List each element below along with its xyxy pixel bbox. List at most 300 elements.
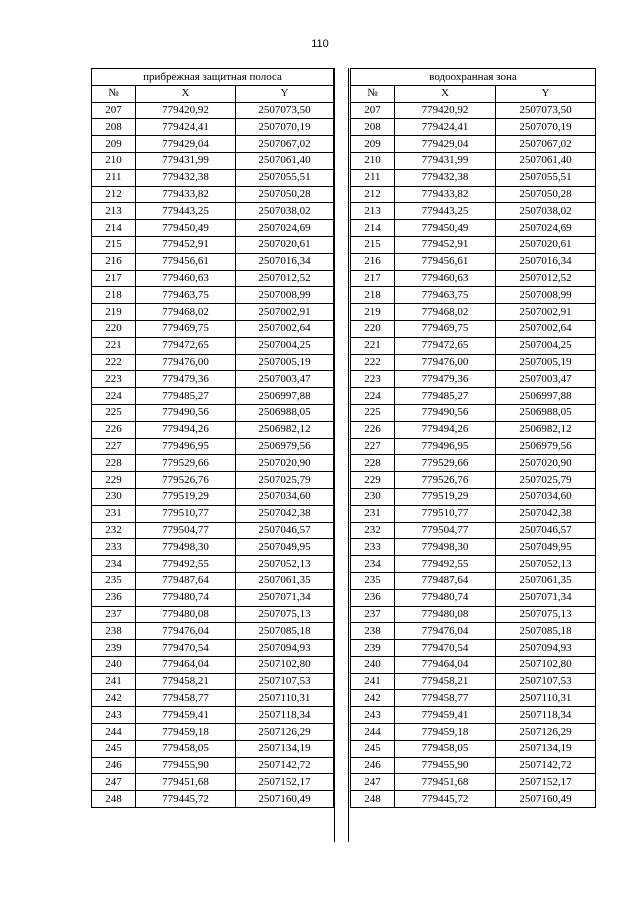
y-coordinate-cell: 2507008,99 xyxy=(236,287,334,304)
table-row xyxy=(351,522,596,539)
x-coordinate-cell: 779420,92 xyxy=(136,102,236,119)
x-coordinate-cell: 779485,27 xyxy=(395,388,496,405)
table-row xyxy=(92,472,334,489)
y-coordinate-cell: 2507038,02 xyxy=(236,203,334,220)
point-number-cell: 217 xyxy=(351,270,395,287)
y-coordinate-cell: 2507002,64 xyxy=(496,320,596,337)
point-number-cell: 230 xyxy=(92,488,136,505)
column-header-y: Y xyxy=(496,85,596,102)
x-coordinate-cell: 779456,61 xyxy=(395,253,496,270)
y-coordinate-cell: 2507142,72 xyxy=(496,757,596,774)
point-number-cell: 208 xyxy=(351,119,395,136)
point-number-cell: 245 xyxy=(92,740,136,757)
y-coordinate-cell: 2507055,51 xyxy=(236,169,334,186)
y-coordinate-cell: 2506988,05 xyxy=(236,404,334,421)
y-coordinate-cell: 2507052,13 xyxy=(496,556,596,573)
point-number-cell: 214 xyxy=(92,220,136,237)
x-coordinate-cell: 779487,64 xyxy=(136,572,236,589)
point-number-cell: 242 xyxy=(92,690,136,707)
point-number-cell: 222 xyxy=(92,354,136,371)
table-row xyxy=(351,320,596,337)
y-coordinate-cell: 2507024,69 xyxy=(236,220,334,237)
point-number-cell: 210 xyxy=(92,152,136,169)
table-row xyxy=(351,656,596,673)
x-coordinate-cell: 779431,99 xyxy=(395,152,496,169)
x-coordinate-cell: 779432,38 xyxy=(395,169,496,186)
x-coordinate-cell: 779463,75 xyxy=(395,287,496,304)
table-row xyxy=(92,740,334,757)
point-number-cell: 234 xyxy=(92,556,136,573)
table-row xyxy=(92,186,334,203)
y-coordinate-cell: 2507050,28 xyxy=(236,186,334,203)
y-coordinate-cell: 2507002,64 xyxy=(236,320,334,337)
y-coordinate-cell: 2507118,34 xyxy=(496,707,596,724)
table-row xyxy=(351,136,596,153)
table-row xyxy=(351,371,596,388)
table-row xyxy=(351,404,596,421)
x-coordinate-cell: 779496,95 xyxy=(136,438,236,455)
x-coordinate-cell: 779469,75 xyxy=(136,320,236,337)
y-coordinate-cell: 2507025,79 xyxy=(496,472,596,489)
x-coordinate-cell: 779458,77 xyxy=(395,690,496,707)
point-number-cell: 226 xyxy=(92,421,136,438)
x-coordinate-cell: 779458,05 xyxy=(395,740,496,757)
point-number-cell: 220 xyxy=(351,320,395,337)
x-coordinate-cell: 779468,02 xyxy=(395,304,496,321)
x-coordinate-cell: 779445,72 xyxy=(136,791,236,808)
x-coordinate-cell: 779529,66 xyxy=(136,455,236,472)
x-coordinate-cell: 779498,30 xyxy=(136,539,236,556)
table-row xyxy=(92,707,334,724)
x-coordinate-cell: 779476,00 xyxy=(395,354,496,371)
table-row xyxy=(351,472,596,489)
table-row xyxy=(92,539,334,556)
x-coordinate-cell: 779479,36 xyxy=(136,371,236,388)
table-row xyxy=(351,640,596,657)
point-number-cell: 224 xyxy=(92,388,136,405)
table-row xyxy=(92,522,334,539)
x-coordinate-cell: 779460,63 xyxy=(395,270,496,287)
y-coordinate-cell: 2507020,61 xyxy=(236,236,334,253)
table-row xyxy=(92,690,334,707)
y-coordinate-cell: 2507008,99 xyxy=(496,287,596,304)
table-row xyxy=(92,337,334,354)
y-coordinate-cell: 2507012,52 xyxy=(496,270,596,287)
table-row xyxy=(351,388,596,405)
y-coordinate-cell: 2506997,88 xyxy=(496,388,596,405)
point-number-cell: 216 xyxy=(92,253,136,270)
point-number-cell: 209 xyxy=(351,136,395,153)
table-row xyxy=(351,236,596,253)
point-number-cell: 232 xyxy=(92,522,136,539)
y-coordinate-cell: 2507049,95 xyxy=(236,539,334,556)
y-coordinate-cell: 2507061,35 xyxy=(496,572,596,589)
y-coordinate-cell: 2507038,02 xyxy=(496,203,596,220)
table-row xyxy=(92,270,334,287)
point-number-cell: 215 xyxy=(92,236,136,253)
x-coordinate-cell: 779492,55 xyxy=(136,556,236,573)
y-coordinate-cell: 2507002,91 xyxy=(236,304,334,321)
y-coordinate-cell: 2507085,18 xyxy=(496,623,596,640)
point-number-cell: 231 xyxy=(351,505,395,522)
y-coordinate-cell: 2507094,93 xyxy=(496,640,596,657)
point-number-cell: 224 xyxy=(351,388,395,405)
point-number-cell: 246 xyxy=(351,757,395,774)
y-coordinate-cell: 2507071,34 xyxy=(496,589,596,606)
table-row xyxy=(92,606,334,623)
table-row xyxy=(92,152,334,169)
point-number-cell: 243 xyxy=(92,707,136,724)
point-number-cell: 233 xyxy=(351,539,395,556)
point-number-cell: 239 xyxy=(92,640,136,657)
point-number-cell: 221 xyxy=(351,337,395,354)
y-coordinate-cell: 2507085,18 xyxy=(236,623,334,640)
table-row xyxy=(92,404,334,421)
table-row xyxy=(92,236,334,253)
point-number-cell: 216 xyxy=(351,253,395,270)
table-title: водоохранная зона xyxy=(351,69,596,86)
table-row xyxy=(92,791,334,808)
x-coordinate-cell: 779494,26 xyxy=(136,421,236,438)
point-number-cell: 235 xyxy=(351,572,395,589)
water-protection-zone-table xyxy=(350,68,596,808)
x-coordinate-cell: 779526,76 xyxy=(395,472,496,489)
point-number-cell: 228 xyxy=(351,455,395,472)
point-number-cell: 212 xyxy=(351,186,395,203)
table-row xyxy=(92,673,334,690)
x-coordinate-cell: 779504,77 xyxy=(395,522,496,539)
y-coordinate-cell: 2507042,38 xyxy=(236,505,334,522)
y-coordinate-cell: 2507134,19 xyxy=(236,740,334,757)
table-row xyxy=(351,270,596,287)
x-coordinate-cell: 779468,02 xyxy=(136,304,236,321)
y-coordinate-cell: 2507020,90 xyxy=(496,455,596,472)
x-coordinate-cell: 779464,04 xyxy=(136,656,236,673)
point-number-cell: 241 xyxy=(351,673,395,690)
table-row xyxy=(351,220,596,237)
table-row xyxy=(92,656,334,673)
point-number-cell: 241 xyxy=(92,673,136,690)
table-row xyxy=(92,505,334,522)
y-coordinate-cell: 2507052,13 xyxy=(236,556,334,573)
x-coordinate-cell: 779420,92 xyxy=(395,102,496,119)
y-coordinate-cell: 2507025,79 xyxy=(236,472,334,489)
y-coordinate-cell: 2507003,47 xyxy=(236,371,334,388)
x-coordinate-cell: 779429,04 xyxy=(136,136,236,153)
x-coordinate-cell: 779480,08 xyxy=(395,606,496,623)
y-coordinate-cell: 2507067,02 xyxy=(236,136,334,153)
point-number-cell: 231 xyxy=(92,505,136,522)
table-row xyxy=(351,186,596,203)
table-row xyxy=(92,102,334,119)
point-number-cell: 229 xyxy=(351,472,395,489)
y-coordinate-cell: 2507020,90 xyxy=(236,455,334,472)
point-number-cell: 218 xyxy=(92,287,136,304)
y-coordinate-cell: 2506982,12 xyxy=(496,421,596,438)
table-row xyxy=(92,724,334,741)
column-header-x: X xyxy=(136,85,236,102)
x-coordinate-cell: 779455,90 xyxy=(395,757,496,774)
table-row xyxy=(92,774,334,791)
y-coordinate-cell: 2507061,35 xyxy=(236,572,334,589)
table-row xyxy=(92,623,334,640)
table-row xyxy=(351,774,596,791)
table-row xyxy=(351,253,596,270)
point-number-cell: 232 xyxy=(351,522,395,539)
y-coordinate-cell: 2507075,13 xyxy=(496,606,596,623)
y-coordinate-cell: 2507016,34 xyxy=(236,253,334,270)
point-number-cell: 217 xyxy=(92,270,136,287)
y-coordinate-cell: 2507073,50 xyxy=(236,102,334,119)
point-number-cell: 219 xyxy=(92,304,136,321)
table-row xyxy=(351,354,596,371)
table-row xyxy=(92,488,334,505)
y-coordinate-cell: 2507024,69 xyxy=(496,220,596,237)
table-title: прибрежная защитная полоса xyxy=(92,69,334,86)
x-coordinate-cell: 779519,29 xyxy=(136,488,236,505)
x-coordinate-cell: 779431,99 xyxy=(136,152,236,169)
y-coordinate-cell: 2507071,34 xyxy=(236,589,334,606)
y-coordinate-cell: 2507152,17 xyxy=(236,774,334,791)
x-coordinate-cell: 779451,68 xyxy=(395,774,496,791)
x-coordinate-cell: 779529,66 xyxy=(395,455,496,472)
table-row xyxy=(351,169,596,186)
x-coordinate-cell: 779485,27 xyxy=(136,388,236,405)
x-coordinate-cell: 779424,41 xyxy=(136,119,236,136)
point-number-cell: 210 xyxy=(351,152,395,169)
point-number-cell: 219 xyxy=(351,304,395,321)
point-number-cell: 214 xyxy=(351,220,395,237)
table-row xyxy=(351,421,596,438)
point-number-cell: 236 xyxy=(351,589,395,606)
table-row xyxy=(351,203,596,220)
point-number-cell: 222 xyxy=(351,354,395,371)
y-coordinate-cell: 2507034,60 xyxy=(236,488,334,505)
table-row xyxy=(92,203,334,220)
table-row xyxy=(351,287,596,304)
table-row xyxy=(351,757,596,774)
x-coordinate-cell: 779470,54 xyxy=(136,640,236,657)
y-coordinate-cell: 2507049,95 xyxy=(496,539,596,556)
x-coordinate-cell: 779496,95 xyxy=(395,438,496,455)
x-coordinate-cell: 779443,25 xyxy=(136,203,236,220)
table-row xyxy=(351,589,596,606)
x-coordinate-cell: 779472,65 xyxy=(395,337,496,354)
y-coordinate-cell: 2507102,80 xyxy=(236,656,334,673)
x-coordinate-cell: 779450,49 xyxy=(136,220,236,237)
y-coordinate-cell: 2507061,40 xyxy=(236,152,334,169)
table-row xyxy=(351,505,596,522)
x-coordinate-cell: 779490,56 xyxy=(395,404,496,421)
table-row xyxy=(351,119,596,136)
x-coordinate-cell: 779469,75 xyxy=(395,320,496,337)
y-coordinate-cell: 2507042,38 xyxy=(496,505,596,522)
x-coordinate-cell: 779443,25 xyxy=(395,203,496,220)
x-coordinate-cell: 779480,74 xyxy=(136,589,236,606)
table-row xyxy=(92,119,334,136)
point-number-cell: 230 xyxy=(351,488,395,505)
point-number-cell: 239 xyxy=(351,640,395,657)
y-coordinate-cell: 2507004,25 xyxy=(496,337,596,354)
point-number-cell: 207 xyxy=(92,102,136,119)
x-coordinate-cell: 779459,41 xyxy=(136,707,236,724)
table-row xyxy=(92,253,334,270)
point-number-cell: 245 xyxy=(351,740,395,757)
point-number-cell: 207 xyxy=(351,102,395,119)
y-coordinate-cell: 2507107,53 xyxy=(496,673,596,690)
table-row xyxy=(351,337,596,354)
table-row xyxy=(92,640,334,657)
x-coordinate-cell: 779429,04 xyxy=(395,136,496,153)
x-coordinate-cell: 779476,04 xyxy=(136,623,236,640)
x-coordinate-cell: 779479,36 xyxy=(395,371,496,388)
y-coordinate-cell: 2507046,57 xyxy=(496,522,596,539)
table-row xyxy=(92,421,334,438)
table-row xyxy=(351,539,596,556)
point-number-cell: 238 xyxy=(92,623,136,640)
y-coordinate-cell: 2507055,51 xyxy=(496,169,596,186)
y-coordinate-cell: 2507152,17 xyxy=(496,774,596,791)
y-coordinate-cell: 2507110,31 xyxy=(496,690,596,707)
column-header-x: X xyxy=(395,85,496,102)
y-coordinate-cell: 2507070,19 xyxy=(496,119,596,136)
x-coordinate-cell: 779480,74 xyxy=(395,589,496,606)
y-coordinate-cell: 2507046,57 xyxy=(236,522,334,539)
y-coordinate-cell: 2507126,29 xyxy=(496,724,596,741)
point-number-cell: 246 xyxy=(92,757,136,774)
point-number-cell: 240 xyxy=(351,656,395,673)
x-coordinate-cell: 779445,72 xyxy=(395,791,496,808)
point-number-cell: 236 xyxy=(92,589,136,606)
table-row xyxy=(351,556,596,573)
x-coordinate-cell: 779459,41 xyxy=(395,707,496,724)
y-coordinate-cell: 2507005,19 xyxy=(236,354,334,371)
y-coordinate-cell: 2507142,72 xyxy=(236,757,334,774)
x-coordinate-cell: 779476,00 xyxy=(136,354,236,371)
point-number-cell: 211 xyxy=(92,169,136,186)
x-coordinate-cell: 779480,08 xyxy=(136,606,236,623)
point-number-cell: 208 xyxy=(92,119,136,136)
point-number-cell: 228 xyxy=(92,455,136,472)
table-row xyxy=(351,673,596,690)
table-row xyxy=(351,455,596,472)
table-row xyxy=(92,354,334,371)
table-row xyxy=(92,304,334,321)
table-row xyxy=(92,371,334,388)
x-coordinate-cell: 779458,05 xyxy=(136,740,236,757)
y-coordinate-cell: 2506982,12 xyxy=(236,421,334,438)
x-coordinate-cell: 779458,21 xyxy=(395,673,496,690)
point-number-cell: 213 xyxy=(351,203,395,220)
table-row xyxy=(351,572,596,589)
point-number-cell: 209 xyxy=(92,136,136,153)
x-coordinate-cell: 779460,63 xyxy=(136,270,236,287)
x-coordinate-cell: 779452,91 xyxy=(395,236,496,253)
x-coordinate-cell: 779510,77 xyxy=(136,505,236,522)
y-coordinate-cell: 2507075,13 xyxy=(236,606,334,623)
x-coordinate-cell: 779494,26 xyxy=(395,421,496,438)
point-number-cell: 225 xyxy=(351,404,395,421)
point-number-cell: 220 xyxy=(92,320,136,337)
x-coordinate-cell: 779510,77 xyxy=(395,505,496,522)
point-number-cell: 240 xyxy=(92,656,136,673)
x-coordinate-cell: 779450,49 xyxy=(395,220,496,237)
point-number-cell: 234 xyxy=(351,556,395,573)
x-coordinate-cell: 779470,54 xyxy=(395,640,496,657)
table-row xyxy=(92,169,334,186)
x-coordinate-cell: 779504,77 xyxy=(136,522,236,539)
y-coordinate-cell: 2506988,05 xyxy=(496,404,596,421)
y-coordinate-cell: 2507067,02 xyxy=(496,136,596,153)
point-number-cell: 244 xyxy=(351,724,395,741)
table-row xyxy=(92,320,334,337)
y-coordinate-cell: 2507070,19 xyxy=(236,119,334,136)
y-coordinate-cell: 2507016,34 xyxy=(496,253,596,270)
x-coordinate-cell: 779487,64 xyxy=(395,572,496,589)
table-row xyxy=(351,791,596,808)
y-coordinate-cell: 2507094,93 xyxy=(236,640,334,657)
y-coordinate-cell: 2507160,49 xyxy=(236,791,334,808)
y-coordinate-cell: 2507034,60 xyxy=(496,488,596,505)
point-number-cell: 227 xyxy=(351,438,395,455)
column-header-y: Y xyxy=(236,85,334,102)
point-number-cell: 247 xyxy=(351,774,395,791)
y-coordinate-cell: 2507118,34 xyxy=(236,707,334,724)
table-row xyxy=(351,606,596,623)
y-coordinate-cell: 2507005,19 xyxy=(496,354,596,371)
y-coordinate-cell: 2507110,31 xyxy=(236,690,334,707)
table-row xyxy=(351,304,596,321)
table-row xyxy=(92,757,334,774)
y-coordinate-cell: 2506979,56 xyxy=(496,438,596,455)
point-number-cell: 247 xyxy=(92,774,136,791)
y-coordinate-cell: 2507073,50 xyxy=(496,102,596,119)
point-number-cell: 242 xyxy=(351,690,395,707)
point-number-cell: 223 xyxy=(351,371,395,388)
point-number-cell: 221 xyxy=(92,337,136,354)
table-row xyxy=(351,488,596,505)
point-number-cell: 237 xyxy=(92,606,136,623)
table-row xyxy=(92,287,334,304)
x-coordinate-cell: 779492,55 xyxy=(395,556,496,573)
y-coordinate-cell: 2506997,88 xyxy=(236,388,334,405)
point-number-cell: 243 xyxy=(351,707,395,724)
point-number-cell: 226 xyxy=(351,421,395,438)
table-row xyxy=(92,556,334,573)
y-coordinate-cell: 2507002,91 xyxy=(496,304,596,321)
x-coordinate-cell: 779464,04 xyxy=(395,656,496,673)
x-coordinate-cell: 779459,18 xyxy=(136,724,236,741)
y-coordinate-cell: 2506979,56 xyxy=(236,438,334,455)
point-number-cell: 237 xyxy=(351,606,395,623)
x-coordinate-cell: 779458,21 xyxy=(136,673,236,690)
table-row xyxy=(351,623,596,640)
y-coordinate-cell: 2507102,80 xyxy=(496,656,596,673)
y-coordinate-cell: 2507134,19 xyxy=(496,740,596,757)
x-coordinate-cell: 779433,82 xyxy=(395,186,496,203)
table-row xyxy=(92,136,334,153)
x-coordinate-cell: 779433,82 xyxy=(136,186,236,203)
x-coordinate-cell: 779498,30 xyxy=(395,539,496,556)
x-coordinate-cell: 779458,77 xyxy=(136,690,236,707)
point-number-cell: 235 xyxy=(92,572,136,589)
point-number-cell: 215 xyxy=(351,236,395,253)
x-coordinate-cell: 779526,76 xyxy=(136,472,236,489)
table-row xyxy=(92,220,334,237)
table-row xyxy=(92,455,334,472)
column-header-number: № xyxy=(351,85,395,102)
y-coordinate-cell: 2507020,61 xyxy=(496,236,596,253)
